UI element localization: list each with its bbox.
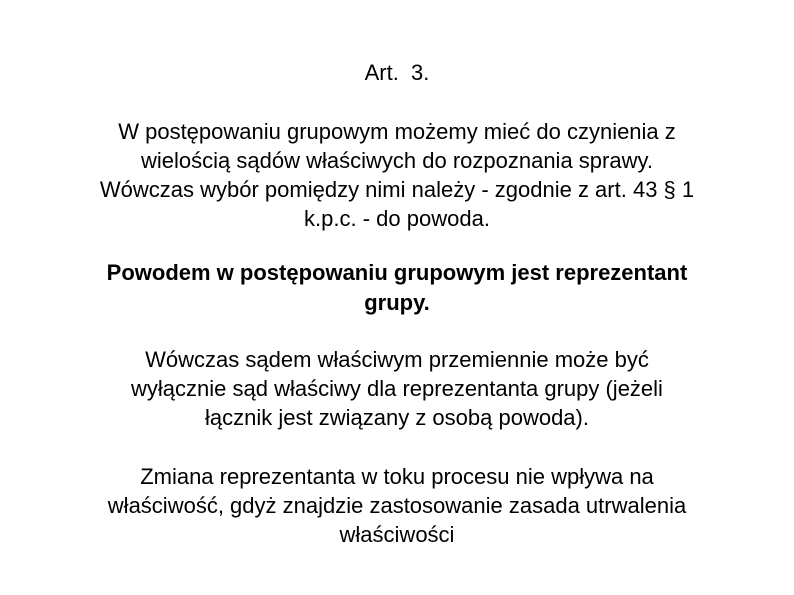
paragraph-line: Wówczas sądem właściwym przemiennie może być xyxy=(145,347,649,372)
paragraph-line: wyłącznie sąd właściwy dla reprezentanta grupy (jeżeli xyxy=(131,376,663,401)
paragraph-plaintiff-definition xyxy=(20,258,774,318)
paragraph-line: Zmiana reprezentanta w toku procesu nie wpływa na xyxy=(140,464,654,489)
paragraph-jurisdiction-choice xyxy=(20,117,774,233)
paragraph-line: k.p.c. - do powoda. xyxy=(304,206,490,231)
article-title: Art. 3. xyxy=(364,60,430,85)
paragraph-line: grupy. xyxy=(364,290,430,315)
paragraph-line: Powodem w postępowaniu grupowym jest reprezentant xyxy=(106,260,688,285)
paragraph-line: W postępowaniu grupowym możemy mieć do czynienia z xyxy=(118,119,676,144)
paragraph-representative-change xyxy=(20,462,774,549)
paragraph-line: właściwość, gdyż znajdzie zastosowanie zasada utrwalenia xyxy=(107,493,687,518)
paragraph-line: wielością sądów właściwych do rozpoznania sprawy. xyxy=(141,148,653,173)
paragraph-line: właściwości xyxy=(339,522,455,547)
paragraph-competent-court xyxy=(20,345,774,432)
paragraph-line: Wówczas wybór pomiędzy nimi należy - zgodnie z art. 43 § 1 xyxy=(99,177,695,202)
paragraph-line: łącznik jest związany z osobą powoda). xyxy=(205,405,589,430)
